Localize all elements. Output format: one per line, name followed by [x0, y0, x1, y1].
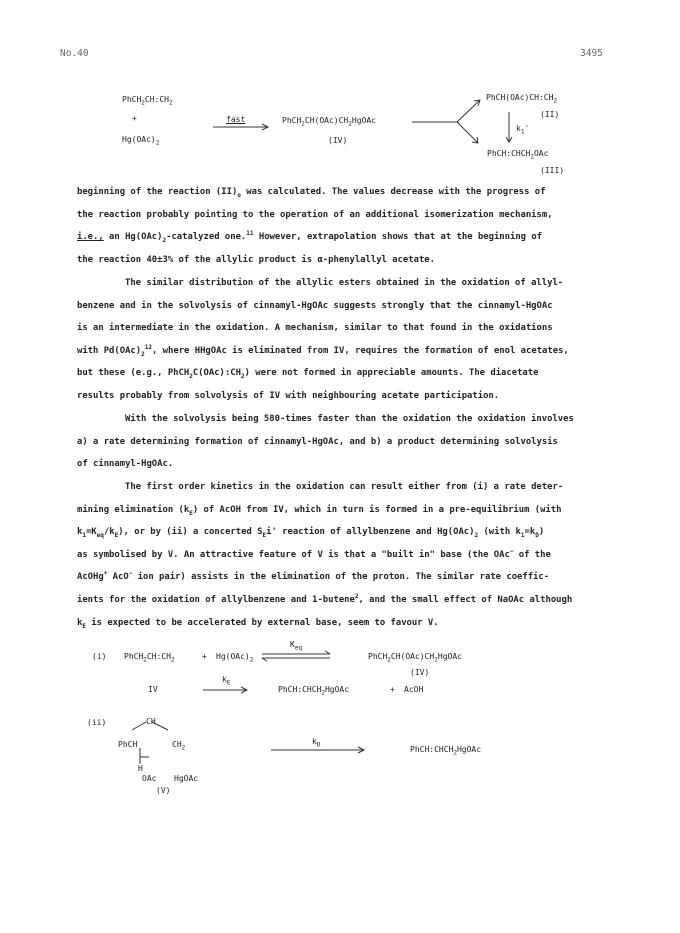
scheme2-plus: +: [202, 652, 207, 661]
scheme2-product: $PhCH_2CH(OAc)CH_2HgOAc$: [368, 652, 462, 664]
scheme2-row2-product: $PhCH:CHCH_2HgOAc$: [278, 685, 350, 697]
scheme1-intermediate: $PhCH_2CH(OAc)CH_2HgOAc$: [282, 116, 376, 128]
structure-v-ch2: $CH_2$: [172, 740, 186, 752]
scheme1-arrow-label: fast: [226, 115, 246, 124]
scheme2-ke-label: $k_E$: [222, 675, 231, 687]
paragraph-3: With the solvolysis being 580-times faster than the oxidation the oxidation involves a) a rate determining formation of cinnamyl-HgOAc, and b) a product determining solvolysis of cinnamyl-HgOAc.: [77, 414, 574, 470]
scheme2-reactant: $PhCH_2CH:CH_2$: [124, 652, 175, 664]
scheme1-product-upper: $PhCH(OAc)CH:CH_2$: [486, 93, 558, 105]
scheme1-reagent: $Hg(OAc)_2$: [122, 135, 160, 147]
scheme3-product: $PhCH:CHCH_2HgOAc$: [410, 745, 482, 757]
scheme1-intermediate-label: (IV): [328, 136, 348, 145]
paragraph-2: The similar distribution of the allylic esters obtained in the oxidation of allyl- benzene and in the solvolysis of cinnamyl-HgOAc suggests strongly that the cinnamyl-HgOAc is an intermediate in the oxidation. A mechanism, similar to that found in the oxidations with $Pd(OAc)_2^{12}$, where HHgOAc is eliminated from IV, requires the formation of enol acetates, but these (e.g., $PhCH_2C(OAc):CH_2$) were not formed in appreciable amounts. The diacetate results probably from solvolysis of IV with neighbouring acetate participation.: [77, 278, 569, 401]
page-journal-number: No.40: [60, 48, 89, 59]
page-number: 3495: [580, 48, 603, 59]
scheme1-product-lower: $PhCH:CHCH_2OAc$: [487, 149, 549, 161]
paragraph-4: The first order kinetics in the oxidation can result either from (i) a rate deter- mining elimination $(k_E)$ of AcOH from IV, which in turn is formed in a pre-equilibrium (with $k_1=K_{eq}/k_E$), or by (ii) a concerted $S_Ei'$ reaction of allylbenzene and $Hg(OAc)_2$ (with $k_1=k_D$) as symbolised by V. An attractive feature of V is that a "built in" base (the OAc− of the AcOHg+ AcO− ion pair) assists in the elimination of the proton. The similar rate coeffic- ients for the oxidation of allylbenzene and 1-butene$^2$, and the small effect of NaOAc although $k_E$ is expected to be accelerated by external base, seem to favour V.: [77, 482, 573, 630]
scheme2-row2-acoh: AcOH: [404, 685, 424, 694]
scheme1-plus: +: [132, 114, 137, 123]
scheme3-kd-label: $k_D$: [312, 737, 321, 749]
scheme2-row2-plus: +: [390, 685, 395, 694]
scheme1-product-upper-label: (II): [540, 110, 560, 119]
scheme2-keq-label: $K_{eq}$: [290, 640, 303, 652]
structure-v-hgoac: HgOAc: [174, 774, 199, 783]
scheme2-label: (i): [92, 652, 107, 661]
scheme1-reactant: $PhCH_2CH:CH_2$: [122, 95, 173, 107]
scheme2-product-label: (IV): [410, 668, 430, 677]
scheme2-row2-start: IV: [148, 685, 158, 694]
paragraph-1: beginning of the reaction $(II)_o$ was calculated. The values decrease with the progress of the reaction probably pointing to the operation of an additional isomerization mechanism, i.e., an $Hg(OAc)_2$-catalyzed one.$^{11}$ However, extrapolation shows that at the beginning of the reaction 40±3% of the allylic product is α-phenylallyl acetate.: [77, 187, 553, 265]
scheme3-label: (ii): [87, 718, 107, 727]
structure-v-phch: PhCH: [118, 740, 138, 749]
structure-v-ch: CH: [146, 717, 156, 726]
scheme1-product-lower-label: (III): [540, 166, 565, 175]
structure-v-label: (V): [156, 786, 171, 795]
structure-v-oac: OAc: [142, 774, 157, 783]
scheme2-reagent: $Hg(OAc)_2$: [216, 652, 254, 664]
scheme1-k1-label: $k_1'$: [516, 124, 530, 136]
structure-v-h: H: [138, 764, 143, 773]
